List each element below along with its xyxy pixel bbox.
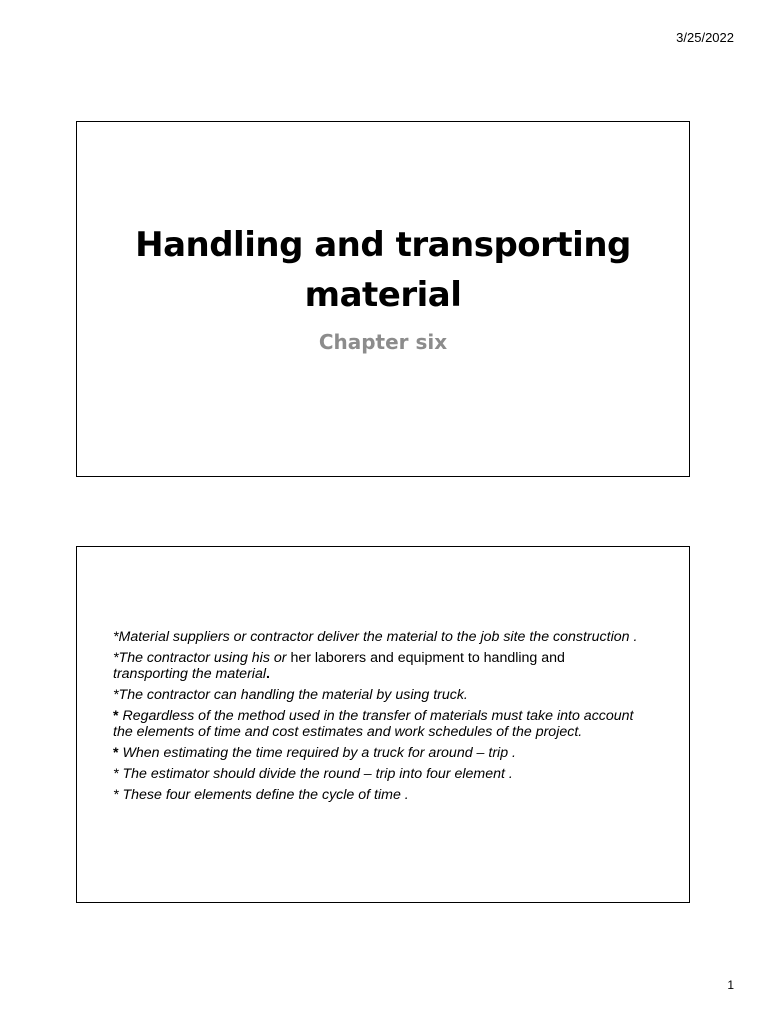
bullet-item [113,708,639,740]
bullet-text-part: *The contractor using his or [113,650,291,666]
bullet-text-part: . [266,666,270,682]
slide-title-line-2: material [304,275,462,315]
bullet-item [113,745,639,761]
title-slide [76,121,690,477]
bullet-text: Regardless of the method used in the transfer of materials must take into account the elements of time and cost estimates and work schedules of the project. [113,708,634,740]
title-block [77,220,689,354]
bullet-marker: * [113,745,119,761]
slide-title [77,220,689,320]
page-date: 3/25/2022 [676,30,734,45]
bullet-text: When estimating the time required by a truck for around – trip . [118,745,516,761]
bullet-text-part: transporting the material [113,666,266,682]
slide-subtitle: Chapter six [318,330,448,354]
bullet-item [113,787,639,803]
bullet-list [113,629,639,808]
bullet-marker: * [113,708,119,724]
bullet-text: * The estimator should divide the round – trip into four element . [113,766,513,782]
page-number: 1 [727,978,734,992]
bullet-item [113,687,639,703]
slide-title-line-1: Handling and transporting [135,225,631,265]
bullet-text: * These four elements define the cycle of time . [113,787,409,803]
bullet-text: *The contractor can handling the material by using truck. [113,687,468,703]
bullet-item [113,650,639,682]
bullet-item [113,629,639,645]
bullet-item [113,766,639,782]
bullet-text-part: her laborers and equipment to handling and [290,650,565,666]
content-slide [76,546,690,903]
bullet-text: *Material suppliers or contractor deliver the material to the job site the construction . [113,629,638,645]
